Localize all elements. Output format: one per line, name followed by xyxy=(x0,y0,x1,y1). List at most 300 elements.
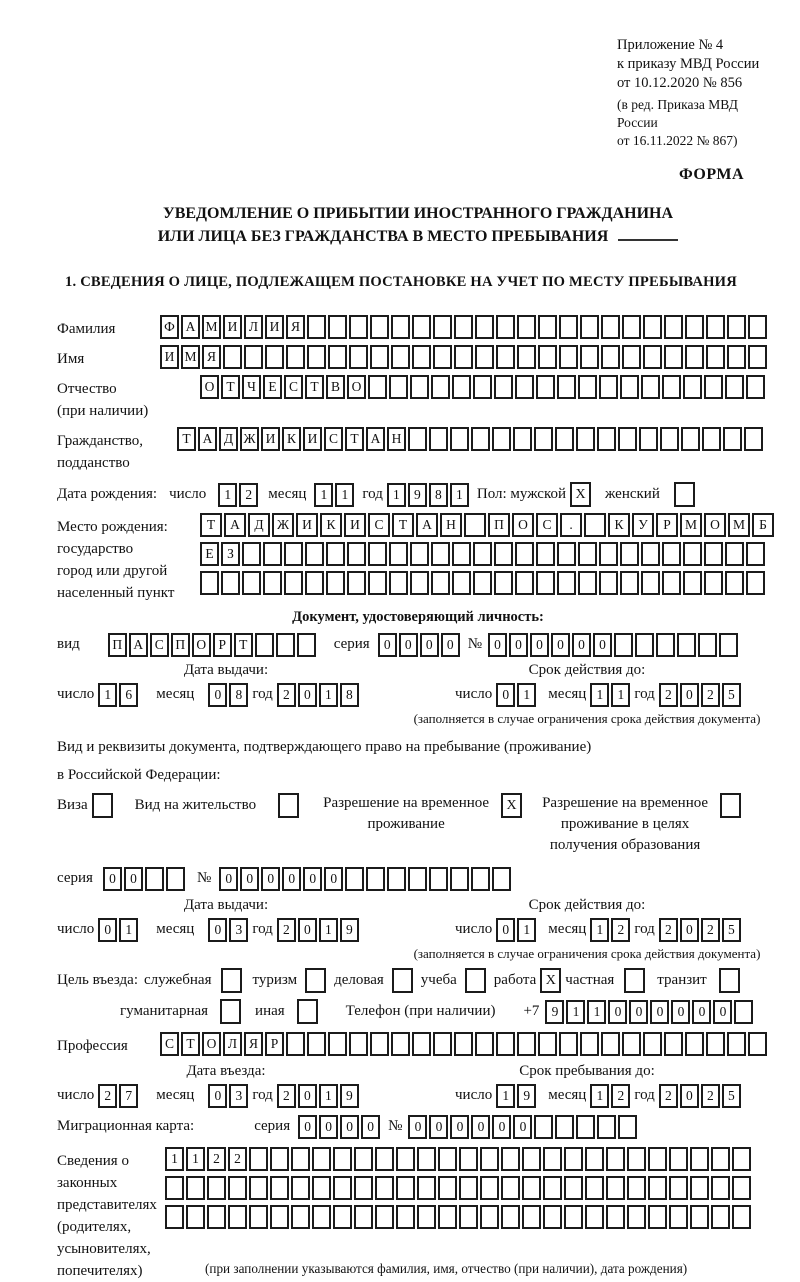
char-box[interactable] xyxy=(480,1205,499,1229)
char-box[interactable] xyxy=(641,375,660,399)
char-box[interactable] xyxy=(643,345,662,369)
char-box[interactable]: И xyxy=(223,315,242,339)
char-box[interactable] xyxy=(690,1176,709,1200)
char-box[interactable] xyxy=(704,542,723,566)
char-box[interactable] xyxy=(734,1000,753,1024)
char-box[interactable] xyxy=(606,1176,625,1200)
char-box[interactable] xyxy=(263,571,282,595)
char-box[interactable]: 0 xyxy=(496,918,515,942)
char-box[interactable] xyxy=(389,571,408,595)
char-box[interactable] xyxy=(326,571,345,595)
char-box[interactable] xyxy=(265,345,284,369)
char-box[interactable]: 2 xyxy=(239,483,258,507)
char-box[interactable] xyxy=(429,867,448,891)
char-box[interactable] xyxy=(389,542,408,566)
char-box[interactable] xyxy=(576,427,595,451)
char-box[interactable] xyxy=(263,542,282,566)
char-box[interactable]: 0 xyxy=(492,1115,511,1139)
checkbox-purpose-work[interactable]: X xyxy=(540,968,561,993)
char-box[interactable] xyxy=(354,1147,373,1171)
char-box[interactable] xyxy=(305,571,324,595)
char-box[interactable] xyxy=(207,1176,226,1200)
char-box[interactable] xyxy=(578,375,597,399)
char-box[interactable] xyxy=(683,375,702,399)
char-box[interactable] xyxy=(534,427,553,451)
char-box[interactable] xyxy=(515,542,534,566)
char-box[interactable] xyxy=(536,542,555,566)
char-box[interactable]: 1 xyxy=(387,483,406,507)
char-box[interactable] xyxy=(494,571,513,595)
char-box[interactable] xyxy=(517,315,536,339)
char-box[interactable]: 0 xyxy=(208,918,227,942)
char-box[interactable]: 1 xyxy=(590,1084,609,1108)
char-box[interactable]: 2 xyxy=(277,918,296,942)
char-box[interactable] xyxy=(333,1147,352,1171)
char-box[interactable] xyxy=(345,867,364,891)
char-box[interactable] xyxy=(685,345,704,369)
char-box[interactable]: Ж xyxy=(272,513,294,537)
char-box[interactable] xyxy=(559,315,578,339)
char-box[interactable]: 1 xyxy=(335,483,354,507)
char-box[interactable]: О xyxy=(512,513,534,537)
char-box[interactable] xyxy=(669,1176,688,1200)
char-box[interactable]: М xyxy=(181,345,200,369)
char-box[interactable] xyxy=(564,1205,583,1229)
char-box[interactable] xyxy=(375,1147,394,1171)
char-box[interactable]: М xyxy=(680,513,702,537)
checkbox-temp-residence-edu[interactable] xyxy=(720,793,741,818)
char-box[interactable] xyxy=(270,1176,289,1200)
char-box[interactable] xyxy=(368,542,387,566)
char-box[interactable] xyxy=(291,1205,310,1229)
char-box[interactable] xyxy=(622,315,641,339)
char-box[interactable]: М xyxy=(202,315,221,339)
char-box[interactable] xyxy=(454,1032,473,1056)
char-box[interactable]: 3 xyxy=(229,918,248,942)
char-box[interactable] xyxy=(412,1032,431,1056)
char-box[interactable] xyxy=(326,542,345,566)
char-box[interactable]: И xyxy=(265,315,284,339)
char-box[interactable] xyxy=(685,315,704,339)
char-box[interactable]: 0 xyxy=(551,633,570,657)
char-box[interactable]: 9 xyxy=(340,918,359,942)
char-box[interactable] xyxy=(242,571,261,595)
char-box[interactable] xyxy=(725,571,744,595)
char-box[interactable] xyxy=(368,375,387,399)
char-box[interactable] xyxy=(627,1205,646,1229)
char-box[interactable] xyxy=(417,1205,436,1229)
char-box[interactable] xyxy=(635,633,654,657)
char-box[interactable]: Е xyxy=(200,542,219,566)
char-box[interactable] xyxy=(706,315,725,339)
char-box[interactable] xyxy=(620,571,639,595)
char-box[interactable] xyxy=(312,1176,331,1200)
char-box[interactable] xyxy=(578,542,597,566)
char-box[interactable] xyxy=(746,571,765,595)
char-box[interactable] xyxy=(599,375,618,399)
char-box[interactable]: 2 xyxy=(701,1084,720,1108)
char-box[interactable]: Л xyxy=(223,1032,242,1056)
char-box[interactable]: О xyxy=(347,375,366,399)
char-box[interactable] xyxy=(349,315,368,339)
char-box[interactable] xyxy=(585,1147,604,1171)
char-box[interactable] xyxy=(396,1147,415,1171)
char-box[interactable]: Е xyxy=(263,375,282,399)
char-box[interactable] xyxy=(284,542,303,566)
char-box[interactable] xyxy=(578,571,597,595)
char-box[interactable]: 0 xyxy=(361,1115,380,1139)
char-box[interactable] xyxy=(450,867,469,891)
char-box[interactable]: Д xyxy=(219,427,238,451)
char-box[interactable]: 0 xyxy=(680,918,699,942)
char-box[interactable]: 0 xyxy=(303,867,322,891)
char-box[interactable] xyxy=(622,345,641,369)
char-box[interactable] xyxy=(683,571,702,595)
char-box[interactable] xyxy=(221,571,240,595)
char-box[interactable] xyxy=(480,1147,499,1171)
char-box[interactable] xyxy=(349,1032,368,1056)
char-box[interactable] xyxy=(291,1176,310,1200)
char-box[interactable] xyxy=(228,1205,247,1229)
char-box[interactable] xyxy=(664,315,683,339)
char-box[interactable]: Т xyxy=(221,375,240,399)
char-box[interactable]: С xyxy=(368,513,390,537)
char-box[interactable] xyxy=(685,1032,704,1056)
char-box[interactable] xyxy=(534,1115,553,1139)
char-box[interactable]: П xyxy=(108,633,127,657)
char-box[interactable]: 1 xyxy=(587,1000,606,1024)
char-box[interactable] xyxy=(464,513,486,537)
char-box[interactable] xyxy=(480,1176,499,1200)
char-box[interactable] xyxy=(417,1176,436,1200)
char-box[interactable] xyxy=(727,315,746,339)
char-box[interactable] xyxy=(606,1205,625,1229)
char-box[interactable]: 7 xyxy=(119,1084,138,1108)
char-box[interactable] xyxy=(727,1032,746,1056)
char-box[interactable]: 0 xyxy=(650,1000,669,1024)
char-box[interactable] xyxy=(719,633,738,657)
char-box[interactable] xyxy=(559,1032,578,1056)
char-box[interactable] xyxy=(410,542,429,566)
char-box[interactable]: 0 xyxy=(530,633,549,657)
char-box[interactable] xyxy=(286,1032,305,1056)
char-box[interactable] xyxy=(307,345,326,369)
char-box[interactable] xyxy=(328,345,347,369)
char-box[interactable] xyxy=(681,427,700,451)
char-box[interactable]: 0 xyxy=(298,1115,317,1139)
char-box[interactable]: 1 xyxy=(119,918,138,942)
char-box[interactable] xyxy=(244,345,263,369)
char-box[interactable] xyxy=(648,1205,667,1229)
char-box[interactable] xyxy=(601,345,620,369)
char-box[interactable] xyxy=(557,542,576,566)
char-box[interactable]: Н xyxy=(387,427,406,451)
char-box[interactable] xyxy=(242,542,261,566)
char-box[interactable] xyxy=(145,867,164,891)
char-box[interactable] xyxy=(620,542,639,566)
char-box[interactable] xyxy=(704,375,723,399)
char-box[interactable]: 2 xyxy=(611,1084,630,1108)
checkbox-purpose-other[interactable] xyxy=(297,999,318,1024)
char-box[interactable]: С xyxy=(324,427,343,451)
char-box[interactable] xyxy=(410,571,429,595)
char-box[interactable] xyxy=(690,1205,709,1229)
char-box[interactable] xyxy=(471,867,490,891)
char-box[interactable] xyxy=(492,867,511,891)
char-box[interactable] xyxy=(515,571,534,595)
char-box[interactable] xyxy=(496,1032,515,1056)
char-box[interactable] xyxy=(410,375,429,399)
char-box[interactable] xyxy=(543,1147,562,1171)
char-box[interactable]: 2 xyxy=(659,1084,678,1108)
char-box[interactable]: Р xyxy=(213,633,232,657)
char-box[interactable]: П xyxy=(171,633,190,657)
char-box[interactable] xyxy=(375,1205,394,1229)
checkbox-male[interactable]: X xyxy=(570,482,591,507)
char-box[interactable]: 0 xyxy=(298,1084,317,1108)
char-box[interactable] xyxy=(347,571,366,595)
char-box[interactable] xyxy=(291,1147,310,1171)
char-box[interactable]: 2 xyxy=(98,1084,117,1108)
char-box[interactable] xyxy=(200,571,219,595)
char-box[interactable]: 0 xyxy=(572,633,591,657)
char-box[interactable]: 5 xyxy=(722,918,741,942)
char-box[interactable] xyxy=(643,1032,662,1056)
char-box[interactable] xyxy=(557,375,576,399)
char-box[interactable] xyxy=(347,542,366,566)
char-box[interactable]: О xyxy=(192,633,211,657)
char-box[interactable]: 0 xyxy=(124,867,143,891)
char-box[interactable]: Ф xyxy=(160,315,179,339)
char-box[interactable] xyxy=(165,1176,184,1200)
char-box[interactable] xyxy=(690,1147,709,1171)
char-box[interactable]: 1 xyxy=(517,683,536,707)
char-box[interactable] xyxy=(307,1032,326,1056)
char-box[interactable] xyxy=(312,1205,331,1229)
char-box[interactable] xyxy=(702,427,721,451)
char-box[interactable]: 2 xyxy=(659,683,678,707)
char-box[interactable] xyxy=(438,1205,457,1229)
char-box[interactable] xyxy=(370,315,389,339)
char-box[interactable] xyxy=(438,1147,457,1171)
char-box[interactable]: 9 xyxy=(408,483,427,507)
char-box[interactable] xyxy=(662,571,681,595)
char-box[interactable]: 1 xyxy=(590,918,609,942)
char-box[interactable] xyxy=(452,375,471,399)
char-box[interactable] xyxy=(725,375,744,399)
char-box[interactable] xyxy=(391,345,410,369)
char-box[interactable] xyxy=(584,513,606,537)
char-box[interactable]: 6 xyxy=(119,683,138,707)
char-box[interactable]: 0 xyxy=(219,867,238,891)
char-box[interactable] xyxy=(412,315,431,339)
char-box[interactable] xyxy=(249,1147,268,1171)
char-box[interactable] xyxy=(454,315,473,339)
char-box[interactable] xyxy=(228,1176,247,1200)
char-box[interactable] xyxy=(431,375,450,399)
char-box[interactable]: 5 xyxy=(722,1084,741,1108)
char-box[interactable]: 2 xyxy=(207,1147,226,1171)
char-box[interactable] xyxy=(599,571,618,595)
char-box[interactable] xyxy=(166,867,185,891)
char-box[interactable] xyxy=(543,1205,562,1229)
char-box[interactable]: Я xyxy=(202,345,221,369)
char-box[interactable] xyxy=(473,542,492,566)
char-box[interactable]: 0 xyxy=(103,867,122,891)
char-box[interactable]: 0 xyxy=(420,633,439,657)
char-box[interactable] xyxy=(496,315,515,339)
char-box[interactable] xyxy=(333,1205,352,1229)
char-box[interactable]: Л xyxy=(244,315,263,339)
char-box[interactable]: П xyxy=(488,513,510,537)
char-box[interactable]: 1 xyxy=(450,483,469,507)
char-box[interactable] xyxy=(450,427,469,451)
char-box[interactable] xyxy=(732,1205,751,1229)
char-box[interactable] xyxy=(564,1147,583,1171)
char-box[interactable] xyxy=(501,1147,520,1171)
char-box[interactable]: Т xyxy=(200,513,222,537)
char-box[interactable]: 0 xyxy=(324,867,343,891)
char-box[interactable] xyxy=(328,315,347,339)
char-box[interactable] xyxy=(370,345,389,369)
char-box[interactable]: К xyxy=(608,513,630,537)
char-box[interactable] xyxy=(459,1176,478,1200)
char-box[interactable] xyxy=(748,315,767,339)
char-box[interactable] xyxy=(648,1176,667,1200)
char-box[interactable] xyxy=(494,542,513,566)
char-box[interactable] xyxy=(186,1176,205,1200)
char-box[interactable] xyxy=(706,1032,725,1056)
char-box[interactable] xyxy=(473,571,492,595)
char-box[interactable]: А xyxy=(366,427,385,451)
char-box[interactable]: 2 xyxy=(611,918,630,942)
char-box[interactable] xyxy=(366,867,385,891)
char-box[interactable] xyxy=(517,1032,536,1056)
char-box[interactable]: 0 xyxy=(671,1000,690,1024)
char-box[interactable] xyxy=(683,542,702,566)
char-box[interactable]: 8 xyxy=(429,483,448,507)
char-box[interactable] xyxy=(538,315,557,339)
char-box[interactable] xyxy=(641,542,660,566)
checkbox-purpose-private[interactable] xyxy=(624,968,645,993)
char-box[interactable] xyxy=(270,1205,289,1229)
char-box[interactable] xyxy=(557,571,576,595)
char-box[interactable] xyxy=(475,1032,494,1056)
char-box[interactable]: 1 xyxy=(319,918,338,942)
char-box[interactable] xyxy=(473,375,492,399)
char-box[interactable] xyxy=(559,345,578,369)
char-box[interactable]: 0 xyxy=(298,918,317,942)
char-box[interactable]: 0 xyxy=(208,683,227,707)
char-box[interactable] xyxy=(255,633,274,657)
char-box[interactable]: Т xyxy=(392,513,414,537)
char-box[interactable] xyxy=(662,542,681,566)
char-box[interactable]: 0 xyxy=(608,1000,627,1024)
char-box[interactable] xyxy=(618,427,637,451)
char-box[interactable]: Н xyxy=(440,513,462,537)
char-box[interactable] xyxy=(249,1176,268,1200)
checkbox-female[interactable] xyxy=(674,482,695,507)
char-box[interactable] xyxy=(517,345,536,369)
char-box[interactable] xyxy=(354,1205,373,1229)
char-box[interactable] xyxy=(618,1115,637,1139)
char-box[interactable]: 8 xyxy=(229,683,248,707)
char-box[interactable]: И xyxy=(261,427,280,451)
char-box[interactable]: 0 xyxy=(441,633,460,657)
char-box[interactable] xyxy=(727,345,746,369)
char-box[interactable] xyxy=(417,1147,436,1171)
char-box[interactable]: О xyxy=(200,375,219,399)
char-box[interactable] xyxy=(349,345,368,369)
char-box[interactable] xyxy=(732,1176,751,1200)
char-box[interactable]: 0 xyxy=(240,867,259,891)
char-box[interactable]: 5 xyxy=(722,683,741,707)
char-box[interactable]: 1 xyxy=(98,683,117,707)
char-box[interactable] xyxy=(249,1205,268,1229)
char-box[interactable] xyxy=(391,1032,410,1056)
char-box[interactable]: 0 xyxy=(629,1000,648,1024)
char-box[interactable] xyxy=(538,1032,557,1056)
char-box[interactable]: И xyxy=(303,427,322,451)
char-box[interactable]: 9 xyxy=(545,1000,564,1024)
char-box[interactable] xyxy=(744,427,763,451)
char-box[interactable] xyxy=(522,1205,541,1229)
char-box[interactable] xyxy=(396,1176,415,1200)
char-box[interactable]: Т xyxy=(177,427,196,451)
char-box[interactable] xyxy=(307,315,326,339)
char-box[interactable]: 0 xyxy=(509,633,528,657)
char-box[interactable] xyxy=(669,1147,688,1171)
char-box[interactable] xyxy=(429,427,448,451)
char-box[interactable] xyxy=(723,427,742,451)
char-box[interactable] xyxy=(597,427,616,451)
char-box[interactable]: 1 xyxy=(517,918,536,942)
char-box[interactable]: В xyxy=(326,375,345,399)
char-box[interactable]: И xyxy=(296,513,318,537)
char-box[interactable]: Ж xyxy=(240,427,259,451)
char-box[interactable] xyxy=(328,1032,347,1056)
char-box[interactable] xyxy=(622,1032,641,1056)
char-box[interactable] xyxy=(555,1115,574,1139)
char-box[interactable] xyxy=(494,375,513,399)
char-box[interactable] xyxy=(389,375,408,399)
char-box[interactable] xyxy=(746,375,765,399)
char-box[interactable]: С xyxy=(150,633,169,657)
char-box[interactable] xyxy=(585,1176,604,1200)
checkbox-visa[interactable] xyxy=(92,793,113,818)
char-box[interactable]: 0 xyxy=(98,918,117,942)
char-box[interactable] xyxy=(284,571,303,595)
char-box[interactable] xyxy=(438,1176,457,1200)
char-box[interactable]: О xyxy=(202,1032,221,1056)
checkbox-purpose-business[interactable] xyxy=(392,968,413,993)
char-box[interactable]: А xyxy=(129,633,148,657)
checkbox-purpose-tourism[interactable] xyxy=(305,968,326,993)
char-box[interactable] xyxy=(669,1205,688,1229)
char-box[interactable]: С xyxy=(284,375,303,399)
char-box[interactable] xyxy=(297,633,316,657)
char-box[interactable] xyxy=(312,1147,331,1171)
char-box[interactable] xyxy=(522,1176,541,1200)
char-box[interactable] xyxy=(431,571,450,595)
char-box[interactable]: А xyxy=(224,513,246,537)
char-box[interactable]: А xyxy=(198,427,217,451)
char-box[interactable] xyxy=(396,1205,415,1229)
char-box[interactable]: 0 xyxy=(298,683,317,707)
char-box[interactable]: М xyxy=(728,513,750,537)
char-box[interactable]: 2 xyxy=(277,683,296,707)
char-box[interactable] xyxy=(387,867,406,891)
